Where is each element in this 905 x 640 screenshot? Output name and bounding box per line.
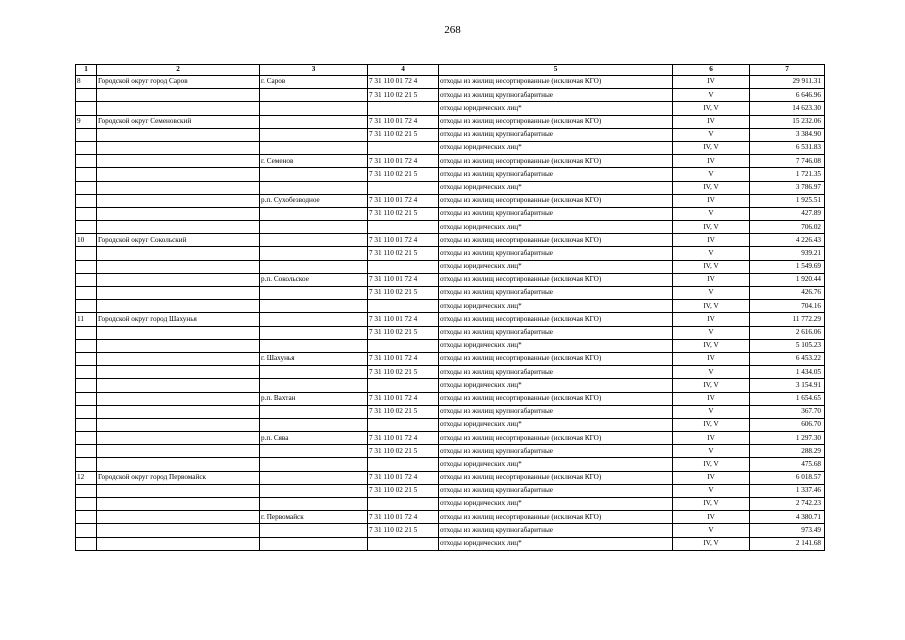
amount-cell: 11 772.29 [750,313,825,326]
settlement-cell [260,524,368,537]
table-row [76,207,825,220]
row-number-cell [76,194,97,207]
table-row [76,234,825,247]
table-row [76,287,825,300]
waste-type-cell: отходы из жилищ несортированные (исключая КГО) [439,194,673,207]
row-number-cell [76,392,97,405]
settlement-cell [260,366,368,379]
settlement-cell [260,379,368,392]
waste-type-cell: отходы из жилищ несортированные (исключая КГО) [439,313,673,326]
district-cell [97,300,260,313]
settlement-cell: р.п. Сява [260,432,368,445]
column-header: 7 [750,65,825,76]
waste-type-cell: отходы из жилищ крупногабаритные [439,366,673,379]
row-number-cell [76,326,97,339]
amount-cell: 2 141.68 [750,537,825,550]
hazard-class-cell: V [673,207,750,220]
waste-type-cell: отходы из жилищ несортированные (исключая КГО) [439,352,673,365]
table-row [76,260,825,273]
district-cell [97,221,260,234]
table-row [76,181,825,194]
column-header: 6 [673,65,750,76]
hazard-class-cell: V [673,89,750,102]
table-row [76,326,825,339]
hazard-class-cell: V [673,326,750,339]
row-number-cell [76,207,97,220]
amount-cell: 7 746.08 [750,155,825,168]
row-number-cell [76,352,97,365]
waste-type-cell: отходы из жилищ крупногабаритные [439,405,673,418]
code-cell [368,221,439,234]
district-cell [97,326,260,339]
district-cell [97,102,260,115]
waste-type-cell: отходы из жилищ крупногабаритные [439,207,673,220]
table-header-row [76,65,825,76]
row-number-cell [76,181,97,194]
settlement-cell [260,287,368,300]
hazard-class-cell: IV [673,234,750,247]
column-header: 2 [97,65,260,76]
code-cell: 7 31 110 02 21 5 [368,326,439,339]
row-number-cell [76,287,97,300]
code-cell [368,300,439,313]
district-cell [97,247,260,260]
table-row [76,221,825,234]
code-cell: 7 31 110 01 72 4 [368,471,439,484]
table-row [76,445,825,458]
row-number-cell [76,260,97,273]
code-cell: 7 31 110 02 21 5 [368,207,439,220]
code-cell [368,102,439,115]
amount-cell: 1 549.69 [750,260,825,273]
row-number-cell [76,141,97,154]
column-header: 3 [260,65,368,76]
district-cell [97,168,260,181]
code-cell [368,141,439,154]
code-cell: 7 31 110 01 72 4 [368,313,439,326]
waste-type-cell: отходы из жилищ несортированные (исключая КГО) [439,76,673,89]
settlement-cell [260,221,368,234]
hazard-class-cell: V [673,445,750,458]
row-number-cell [76,366,97,379]
row-number-cell: 10 [76,234,97,247]
row-number-cell [76,339,97,352]
row-number-cell [76,273,97,286]
hazard-class-cell: V [673,287,750,300]
row-number-cell [76,418,97,431]
column-header: 4 [368,65,439,76]
waste-type-cell: отходы юридических лиц* [439,498,673,511]
hazard-class-cell: IV, V [673,221,750,234]
settlement-cell [260,498,368,511]
code-cell: 7 31 110 02 21 5 [368,445,439,458]
amount-cell: 973.49 [750,524,825,537]
row-number-cell [76,379,97,392]
district-cell [97,524,260,537]
row-number-cell: 12 [76,471,97,484]
amount-cell: 939.21 [750,247,825,260]
settlement-cell: р.п. Сокольское [260,273,368,286]
district-cell [97,181,260,194]
waste-type-cell: отходы из жилищ несортированные (исключая КГО) [439,234,673,247]
district-cell [97,155,260,168]
table-row [76,498,825,511]
district-cell [97,511,260,524]
row-number-cell [76,102,97,115]
district-cell [97,260,260,273]
waste-type-cell: отходы юридических лиц* [439,458,673,471]
hazard-class-cell: IV, V [673,339,750,352]
amount-cell: 1 925.51 [750,194,825,207]
waste-table [75,64,825,551]
district-cell: Городской округ город Шахунья [97,313,260,326]
district-cell [97,418,260,431]
district-cell [97,194,260,207]
amount-cell: 4 380.71 [750,511,825,524]
code-cell [368,418,439,431]
hazard-class-cell: IV [673,115,750,128]
district-cell: Городской округ Семеновский [97,115,260,128]
hazard-class-cell: IV, V [673,141,750,154]
waste-type-cell: отходы юридических лиц* [439,181,673,194]
code-cell: 7 31 110 02 21 5 [368,89,439,102]
settlement-cell: р.п. Сухобезводное [260,194,368,207]
waste-type-cell: отходы из жилищ крупногабаритные [439,445,673,458]
amount-cell: 2 742.23 [750,498,825,511]
amount-cell: 3 154.91 [750,379,825,392]
district-cell: Городской округ город Первомайск [97,471,260,484]
code-cell: 7 31 110 01 72 4 [368,115,439,128]
table-row [76,168,825,181]
amount-cell: 6 646.96 [750,89,825,102]
table-row [76,247,825,260]
waste-type-cell: отходы юридических лиц* [439,418,673,431]
code-cell: 7 31 110 02 21 5 [368,366,439,379]
settlement-cell [260,247,368,260]
code-cell: 7 31 110 01 72 4 [368,76,439,89]
district-cell [97,445,260,458]
table-row [76,379,825,392]
settlement-cell [260,339,368,352]
settlement-cell [260,102,368,115]
amount-cell: 367.70 [750,405,825,418]
waste-type-cell: отходы из жилищ крупногабаритные [439,287,673,300]
table-row [76,471,825,484]
hazard-class-cell: IV [673,392,750,405]
hazard-class-cell: IV [673,511,750,524]
table-row [76,155,825,168]
table-row [76,339,825,352]
waste-type-cell: отходы из жилищ несортированные (исключая КГО) [439,155,673,168]
column-header: 1 [76,65,97,76]
amount-cell: 3 786.97 [750,181,825,194]
code-cell [368,537,439,550]
hazard-class-cell: IV [673,432,750,445]
table-row [76,524,825,537]
code-cell: 7 31 110 02 21 5 [368,128,439,141]
amount-cell: 1 920.44 [750,273,825,286]
hazard-class-cell: V [673,484,750,497]
settlement-cell [260,313,368,326]
hazard-class-cell: V [673,366,750,379]
waste-type-cell: отходы из жилищ несортированные (исключая КГО) [439,392,673,405]
code-cell: 7 31 110 02 21 5 [368,524,439,537]
district-cell [97,484,260,497]
code-cell [368,339,439,352]
district-cell [97,392,260,405]
hazard-class-cell: IV, V [673,181,750,194]
table-row [76,300,825,313]
table-row [76,194,825,207]
table-row [76,484,825,497]
waste-type-cell: отходы из жилищ несортированные (исключая КГО) [439,471,673,484]
row-number-cell: 9 [76,115,97,128]
hazard-class-cell: V [673,247,750,260]
hazard-class-cell: V [673,168,750,181]
amount-cell: 14 623.30 [750,102,825,115]
row-number-cell [76,247,97,260]
settlement-cell: р.п. Вахтан [260,392,368,405]
hazard-class-cell: IV, V [673,498,750,511]
district-cell [97,498,260,511]
amount-cell: 1 721.35 [750,168,825,181]
row-number-cell: 8 [76,76,97,89]
table-row [76,458,825,471]
table-row [76,89,825,102]
district-cell [97,405,260,418]
waste-type-cell: отходы из жилищ крупногабаритные [439,168,673,181]
settlement-cell: г. Саров [260,76,368,89]
row-number-cell [76,458,97,471]
amount-cell: 1 337.46 [750,484,825,497]
hazard-class-cell: IV, V [673,537,750,550]
row-number-cell [76,498,97,511]
hazard-class-cell: IV [673,352,750,365]
hazard-class-cell: IV, V [673,458,750,471]
table-row [76,128,825,141]
row-number-cell [76,155,97,168]
amount-cell: 1 654.65 [750,392,825,405]
waste-type-cell: отходы юридических лиц* [439,379,673,392]
district-cell [97,287,260,300]
district-cell [97,432,260,445]
district-cell [97,273,260,286]
waste-type-cell: отходы из жилищ крупногабаритные [439,524,673,537]
amount-cell: 706.02 [750,221,825,234]
hazard-class-cell: IV [673,194,750,207]
district-cell [97,537,260,550]
code-cell: 7 31 110 01 72 4 [368,234,439,247]
column-header: 5 [439,65,673,76]
table-row [76,392,825,405]
district-cell [97,128,260,141]
settlement-cell: г. Семенов [260,155,368,168]
code-cell: 7 31 110 02 21 5 [368,405,439,418]
code-cell: 7 31 110 01 72 4 [368,155,439,168]
waste-type-cell: отходы юридических лиц* [439,141,673,154]
hazard-class-cell: IV, V [673,379,750,392]
district-cell: Городской округ город Саров [97,76,260,89]
amount-cell: 475.68 [750,458,825,471]
waste-type-cell: отходы юридических лиц* [439,221,673,234]
settlement-cell [260,128,368,141]
code-cell [368,181,439,194]
district-cell [97,352,260,365]
hazard-class-cell: V [673,128,750,141]
district-cell: Городской округ Сокольский [97,234,260,247]
row-number-cell [76,524,97,537]
district-cell [97,458,260,471]
amount-cell: 6 453.22 [750,352,825,365]
district-cell [97,339,260,352]
table-row [76,537,825,550]
settlement-cell [260,115,368,128]
settlement-cell [260,458,368,471]
waste-type-cell: отходы из жилищ крупногабаритные [439,484,673,497]
table-row [76,418,825,431]
row-number-cell: 11 [76,313,97,326]
code-cell: 7 31 110 02 21 5 [368,287,439,300]
waste-type-cell: отходы из жилищ крупногабаритные [439,326,673,339]
settlement-cell [260,207,368,220]
district-cell [97,141,260,154]
hazard-class-cell: IV, V [673,418,750,431]
amount-cell: 3 384.90 [750,128,825,141]
settlement-cell [260,537,368,550]
waste-type-cell: отходы юридических лиц* [439,260,673,273]
code-cell [368,260,439,273]
code-cell: 7 31 110 01 72 4 [368,194,439,207]
waste-type-cell: отходы из жилищ крупногабаритные [439,128,673,141]
district-cell [97,207,260,220]
settlement-cell [260,141,368,154]
hazard-class-cell: IV, V [673,260,750,273]
waste-type-cell: отходы юридических лиц* [439,537,673,550]
row-number-cell [76,168,97,181]
settlement-cell: г. Первомайск [260,511,368,524]
waste-type-cell: отходы юридических лиц* [439,339,673,352]
settlement-cell [260,445,368,458]
hazard-class-cell: IV, V [673,102,750,115]
settlement-cell [260,260,368,273]
settlement-cell [260,181,368,194]
code-cell: 7 31 110 01 72 4 [368,432,439,445]
amount-cell: 2 616.06 [750,326,825,339]
settlement-cell [260,168,368,181]
table-row [76,405,825,418]
table-row [76,115,825,128]
row-number-cell [76,405,97,418]
code-cell: 7 31 110 02 21 5 [368,484,439,497]
settlement-cell: г. Шахунья [260,352,368,365]
settlement-cell [260,471,368,484]
amount-cell: 6 531.83 [750,141,825,154]
code-cell: 7 31 110 01 72 4 [368,352,439,365]
settlement-cell [260,300,368,313]
amount-cell: 1 297.30 [750,432,825,445]
hazard-class-cell: IV [673,76,750,89]
waste-type-cell: отходы юридических лиц* [439,300,673,313]
code-cell [368,498,439,511]
waste-type-cell: отходы из жилищ несортированные (исключая КГО) [439,511,673,524]
amount-cell: 15 232.06 [750,115,825,128]
amount-cell: 288.29 [750,445,825,458]
table-row [76,76,825,89]
table-row [76,313,825,326]
waste-type-cell: отходы из жилищ несортированные (исключая КГО) [439,115,673,128]
amount-cell: 606.70 [750,418,825,431]
amount-cell: 29 911.31 [750,76,825,89]
table-body [76,76,825,551]
district-cell [97,379,260,392]
row-number-cell [76,432,97,445]
page-number: 268 [444,24,461,36]
row-number-cell [76,511,97,524]
hazard-class-cell: V [673,405,750,418]
amount-cell: 6 018.57 [750,471,825,484]
code-cell: 7 31 110 01 72 4 [368,273,439,286]
hazard-class-cell: V [673,524,750,537]
table-row [76,432,825,445]
row-number-cell [76,89,97,102]
row-number-cell [76,445,97,458]
settlement-cell [260,89,368,102]
code-cell: 7 31 110 02 21 5 [368,168,439,181]
table-row [76,511,825,524]
amount-cell: 704.16 [750,300,825,313]
waste-type-cell: отходы из жилищ крупногабаритные [439,89,673,102]
code-cell: 7 31 110 02 21 5 [368,247,439,260]
hazard-class-cell: IV [673,155,750,168]
code-cell [368,379,439,392]
district-cell [97,89,260,102]
waste-type-cell: отходы из жилищ крупногабаритные [439,247,673,260]
table-row [76,102,825,115]
row-number-cell [76,300,97,313]
settlement-cell [260,405,368,418]
table-row [76,352,825,365]
code-cell: 7 31 110 01 72 4 [368,392,439,405]
code-cell: 7 31 110 01 72 4 [368,511,439,524]
amount-cell: 427.89 [750,207,825,220]
row-number-cell [76,537,97,550]
amount-cell: 4 226.43 [750,234,825,247]
waste-type-cell: отходы из жилищ несортированные (исключая КГО) [439,432,673,445]
amount-cell: 426.76 [750,287,825,300]
table-row [76,366,825,379]
amount-cell: 1 434.05 [750,366,825,379]
hazard-class-cell: IV [673,273,750,286]
row-number-cell [76,484,97,497]
settlement-cell [260,234,368,247]
code-cell [368,458,439,471]
table-row [76,141,825,154]
district-cell [97,366,260,379]
settlement-cell [260,326,368,339]
row-number-cell [76,221,97,234]
waste-type-cell: отходы юридических лиц* [439,102,673,115]
settlement-cell [260,484,368,497]
hazard-class-cell: IV, V [673,300,750,313]
table-row [76,273,825,286]
hazard-class-cell: IV [673,471,750,484]
hazard-class-cell: IV [673,313,750,326]
row-number-cell [76,128,97,141]
amount-cell: 5 105.23 [750,339,825,352]
waste-type-cell: отходы из жилищ несортированные (исключая КГО) [439,273,673,286]
settlement-cell [260,418,368,431]
